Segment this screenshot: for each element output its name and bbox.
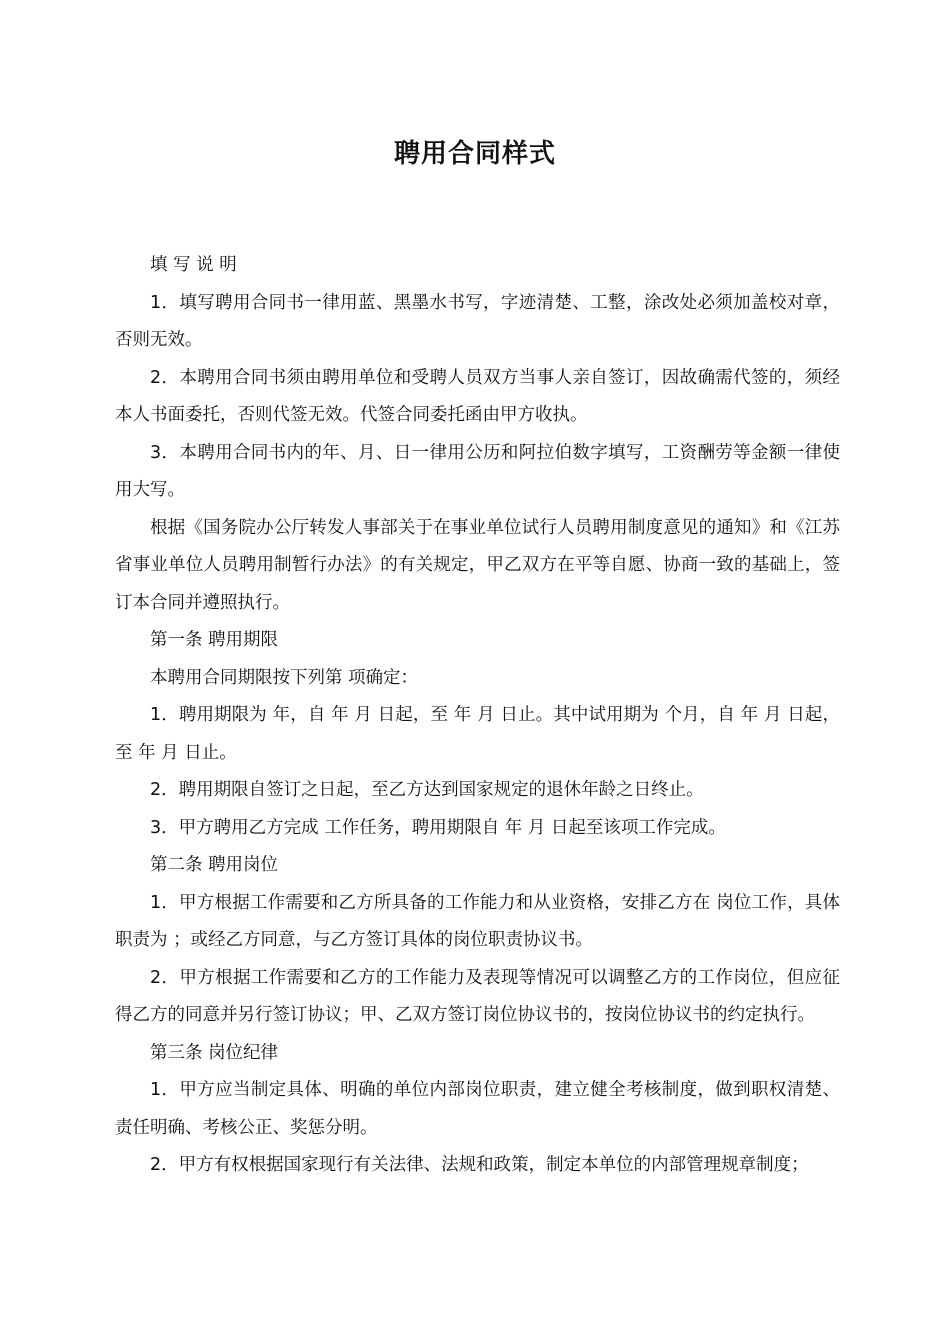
paragraph-instruction-2: 2．本聘用合同书须由聘用单位和受聘人员双方当事人亲自签订，因故确需代签的，须经本人书面委托，否则代签无效。代签合同委托函由甲方收执。 (115, 367, 840, 425)
article-1-item-1: 1．聘用期限为 年，自 年 月 日起，至 年 月 日止。其中试用期为 个月，自 年 月 日起，至 年 月 日止。 (115, 705, 840, 763)
paragraph-instructions-heading: 填 写 说 明 (150, 255, 237, 275)
document-body (115, 247, 840, 1185)
article-2-item-1: 1．甲方根据工作需要和乙方所具备的工作能力和从业资格，安排乙方在 岗位工作，具体职责为 ；或经乙方同意，与乙方签订具体的岗位职责协议书。 (115, 892, 840, 950)
article-1-intro: 本聘用合同期限按下列第 项确定： (150, 667, 419, 688)
paragraph-preamble: 根据《国务院办公厅转发人事部关于在事业单位试行人员聘用制度意见的通知》和《江苏省事业单位人员聘用制暂行办法》的有关规定，甲乙双方在平等自愿、协商一致的基础上，签订本合同并遵照执行。 (115, 517, 840, 613)
article-2-item-2: 2．甲方根据工作需要和乙方的工作能力及表现等情况可以调整乙方的工作岗位，但应征得乙方的同意并另行签订协议；甲、乙双方签订岗位协议书的，按岗位协议书的约定执行。 (115, 967, 840, 1025)
paragraph-instruction-1: 1．填写聘用合同书一律用蓝、黑墨水书写，字迹清楚、工整，涂改处必须加盖校对章，否则无效。 (115, 292, 840, 350)
article-1-heading: 第一条 聘用期限 (150, 630, 279, 650)
article-2-heading: 第二条 聘用岗位 (150, 855, 279, 875)
article-1-item-2: 2．聘用期限自签订之日起，至乙方达到国家规定的退休年龄之日终止。 (150, 780, 704, 800)
article-1-item-3: 3．甲方聘用乙方完成 工作任务，聘用期限自 年 月 日起至该项工作完成。 (150, 817, 726, 838)
article-3-item-1: 1．甲方应当制定具体、明确的单位内部岗位职责，建立健全考核制度，做到职权清楚、责任明确、考核公正、奖惩分明。 (115, 1080, 840, 1138)
document-title: 聘用合同样式 (393, 139, 556, 169)
article-3-item-2: 2．甲方有权根据国家现行有关法律、法规和政策，制定本单位的内部管理规章制度； (150, 1155, 809, 1175)
paragraph-instruction-3: 3．本聘用合同书内的年、月、日一律用公历和阿拉伯数字填写，工资酬劳等金额一律使用大写。 (115, 442, 840, 500)
article-3-heading: 第三条 岗位纪律 (150, 1042, 279, 1063)
